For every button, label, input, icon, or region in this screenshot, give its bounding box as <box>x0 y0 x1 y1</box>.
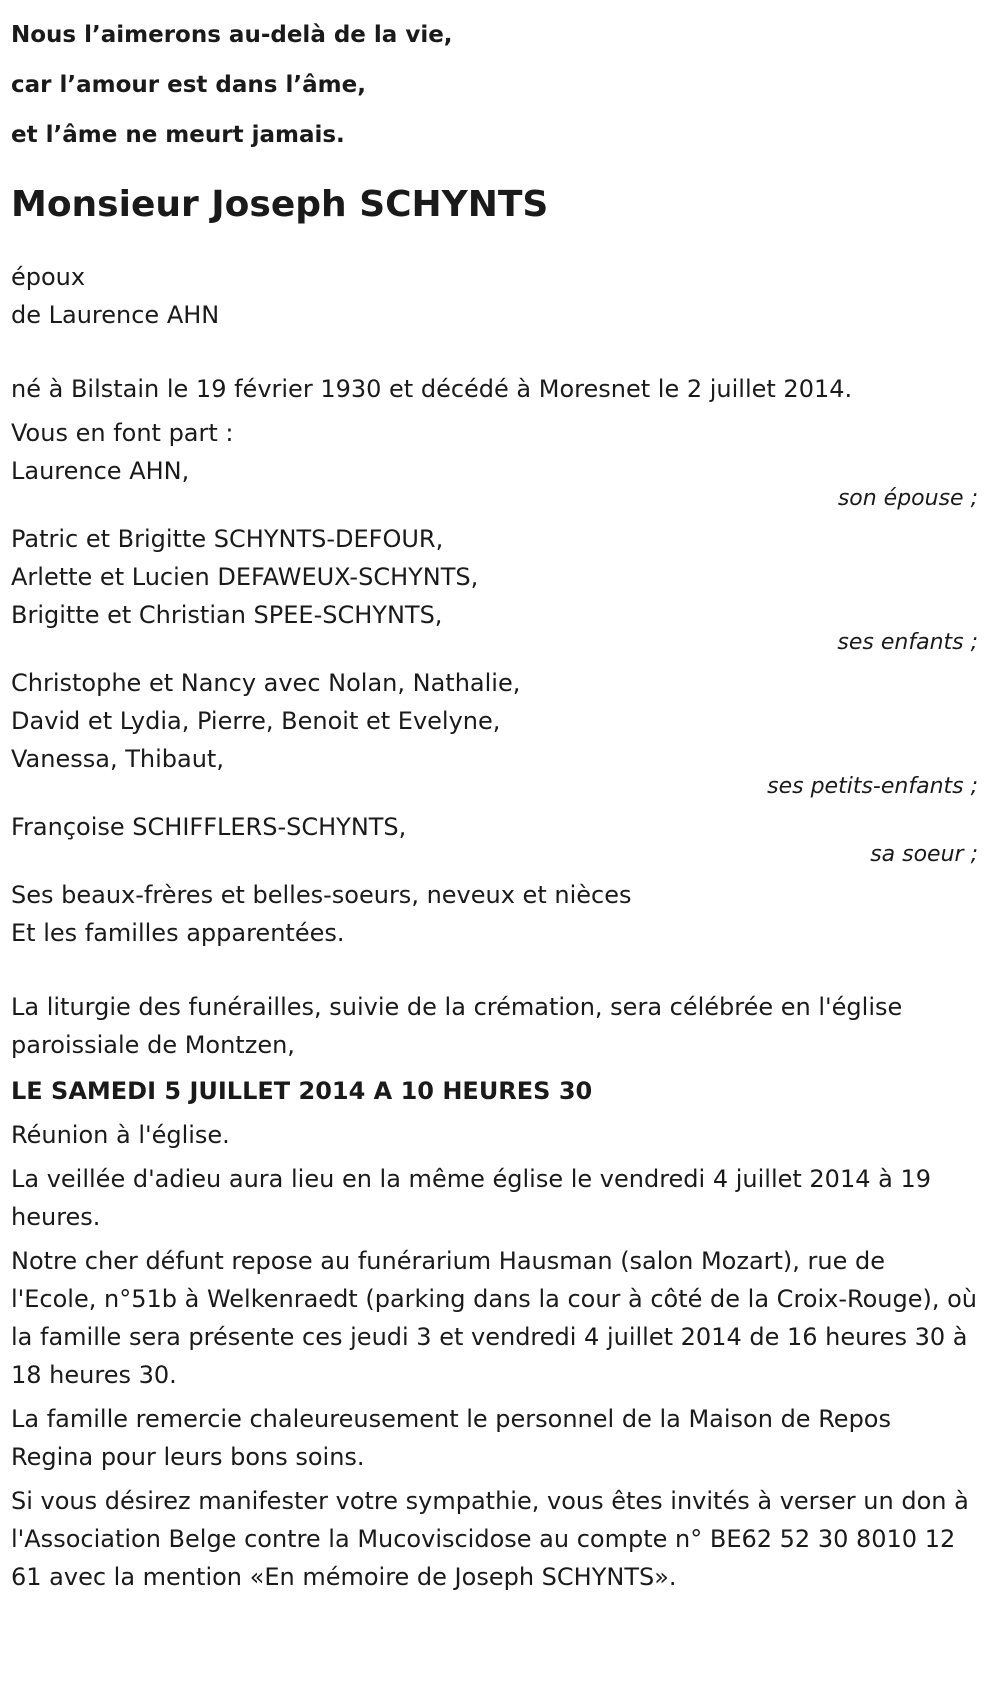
funeral-thanks: La famille remercie chaleureusement le personnel de la Maison de Repos Regina pour leurs bons soins. <box>11 1405 891 1471</box>
family-epouse-line: Laurence AHN, <box>11 457 190 485</box>
funeral-liturgy: La liturgie des funérailles, suivie de la crémation, sera célébrée en l'église paroissiale de Montzen, <box>11 993 903 1059</box>
family-soeur-line: Françoise SCHIFFLERS-SCHYNTS, <box>11 813 407 841</box>
role-petits-enfants: ses petits-enfants ; <box>767 774 978 799</box>
funeral-date: LE SAMEDI 5 JUILLET 2014 A 10 HEURES 30 <box>11 1077 593 1105</box>
role-enfants: ses enfants ; <box>837 630 978 655</box>
deceased-name: Monsieur Joseph SCHYNTS <box>11 184 549 225</box>
family-petits-enfants <box>11 664 978 778</box>
funeral-meeting: Réunion à l'église. <box>11 1121 230 1149</box>
funeral-rest: Notre cher défunt repose au funérarium Hausman (salon Mozart), rue de l'Ecole, n°51b à Welkenraedt (parking dans la cour à côté de la Croix-Rouge), où la famille sera présente ces jeudi 3 et vendredi 4 juillet 2014 de 16 heures 30 à 18 heures 30. <box>11 1247 977 1389</box>
family-others-line: Et les familles apparentées. <box>11 919 345 947</box>
poem <box>11 0 978 160</box>
family-others <box>11 876 978 952</box>
family-enfants <box>11 520 978 634</box>
funeral-vigil: La veillée d'adieu aura lieu en la même église le vendredi 4 juillet 2014 à 19 heures. <box>11 1165 931 1231</box>
spouse-name: de Laurence AHN <box>11 301 220 329</box>
funeral-donation: Si vous désirez manifester votre sympathie, vous êtes invités à verser un don à l'Association Belge contre la Mucoviscidose au compte n° BE62 52 30 8010 12 61 avec la mention «En mémoire de Joseph SCHYNTS». <box>11 1487 969 1591</box>
poem-line-3: et l’âme ne meurt jamais. <box>11 122 345 148</box>
announcement: Vous en font part : <box>11 419 234 447</box>
spouse-label: époux <box>11 263 86 291</box>
family-enfants-line: Patric et Brigitte SCHYNTS-DEFOUR, <box>11 525 444 553</box>
family-enfants-line: Brigitte et Christian SPEE-SCHYNTS, <box>11 601 443 629</box>
poem-line-1: Nous l’aimerons au-delà de la vie, <box>11 22 453 48</box>
spouse-block <box>11 258 978 334</box>
family-others-line: Ses beaux-frères et belles-soeurs, neveux et nièces <box>11 881 632 909</box>
role-soeur: sa soeur ; <box>870 842 978 867</box>
family-enfants-line: Arlette et Lucien DEFAWEUX-SCHYNTS, <box>11 563 479 591</box>
family-petits-enfants-line: Christophe et Nancy avec Nolan, Nathalie, <box>11 669 521 697</box>
family-petits-enfants-line: Vanessa, Thibaut, <box>11 745 224 773</box>
role-epouse: son épouse ; <box>837 486 978 511</box>
family-petits-enfants-line: David et Lydia, Pierre, Benoit et Evelyne, <box>11 707 501 735</box>
birth-death-line: né à Bilstain le 19 février 1930 et décédé à Moresnet le 2 juillet 2014. <box>11 375 853 403</box>
poem-line-2: car l’amour est dans l’âme, <box>11 72 366 98</box>
